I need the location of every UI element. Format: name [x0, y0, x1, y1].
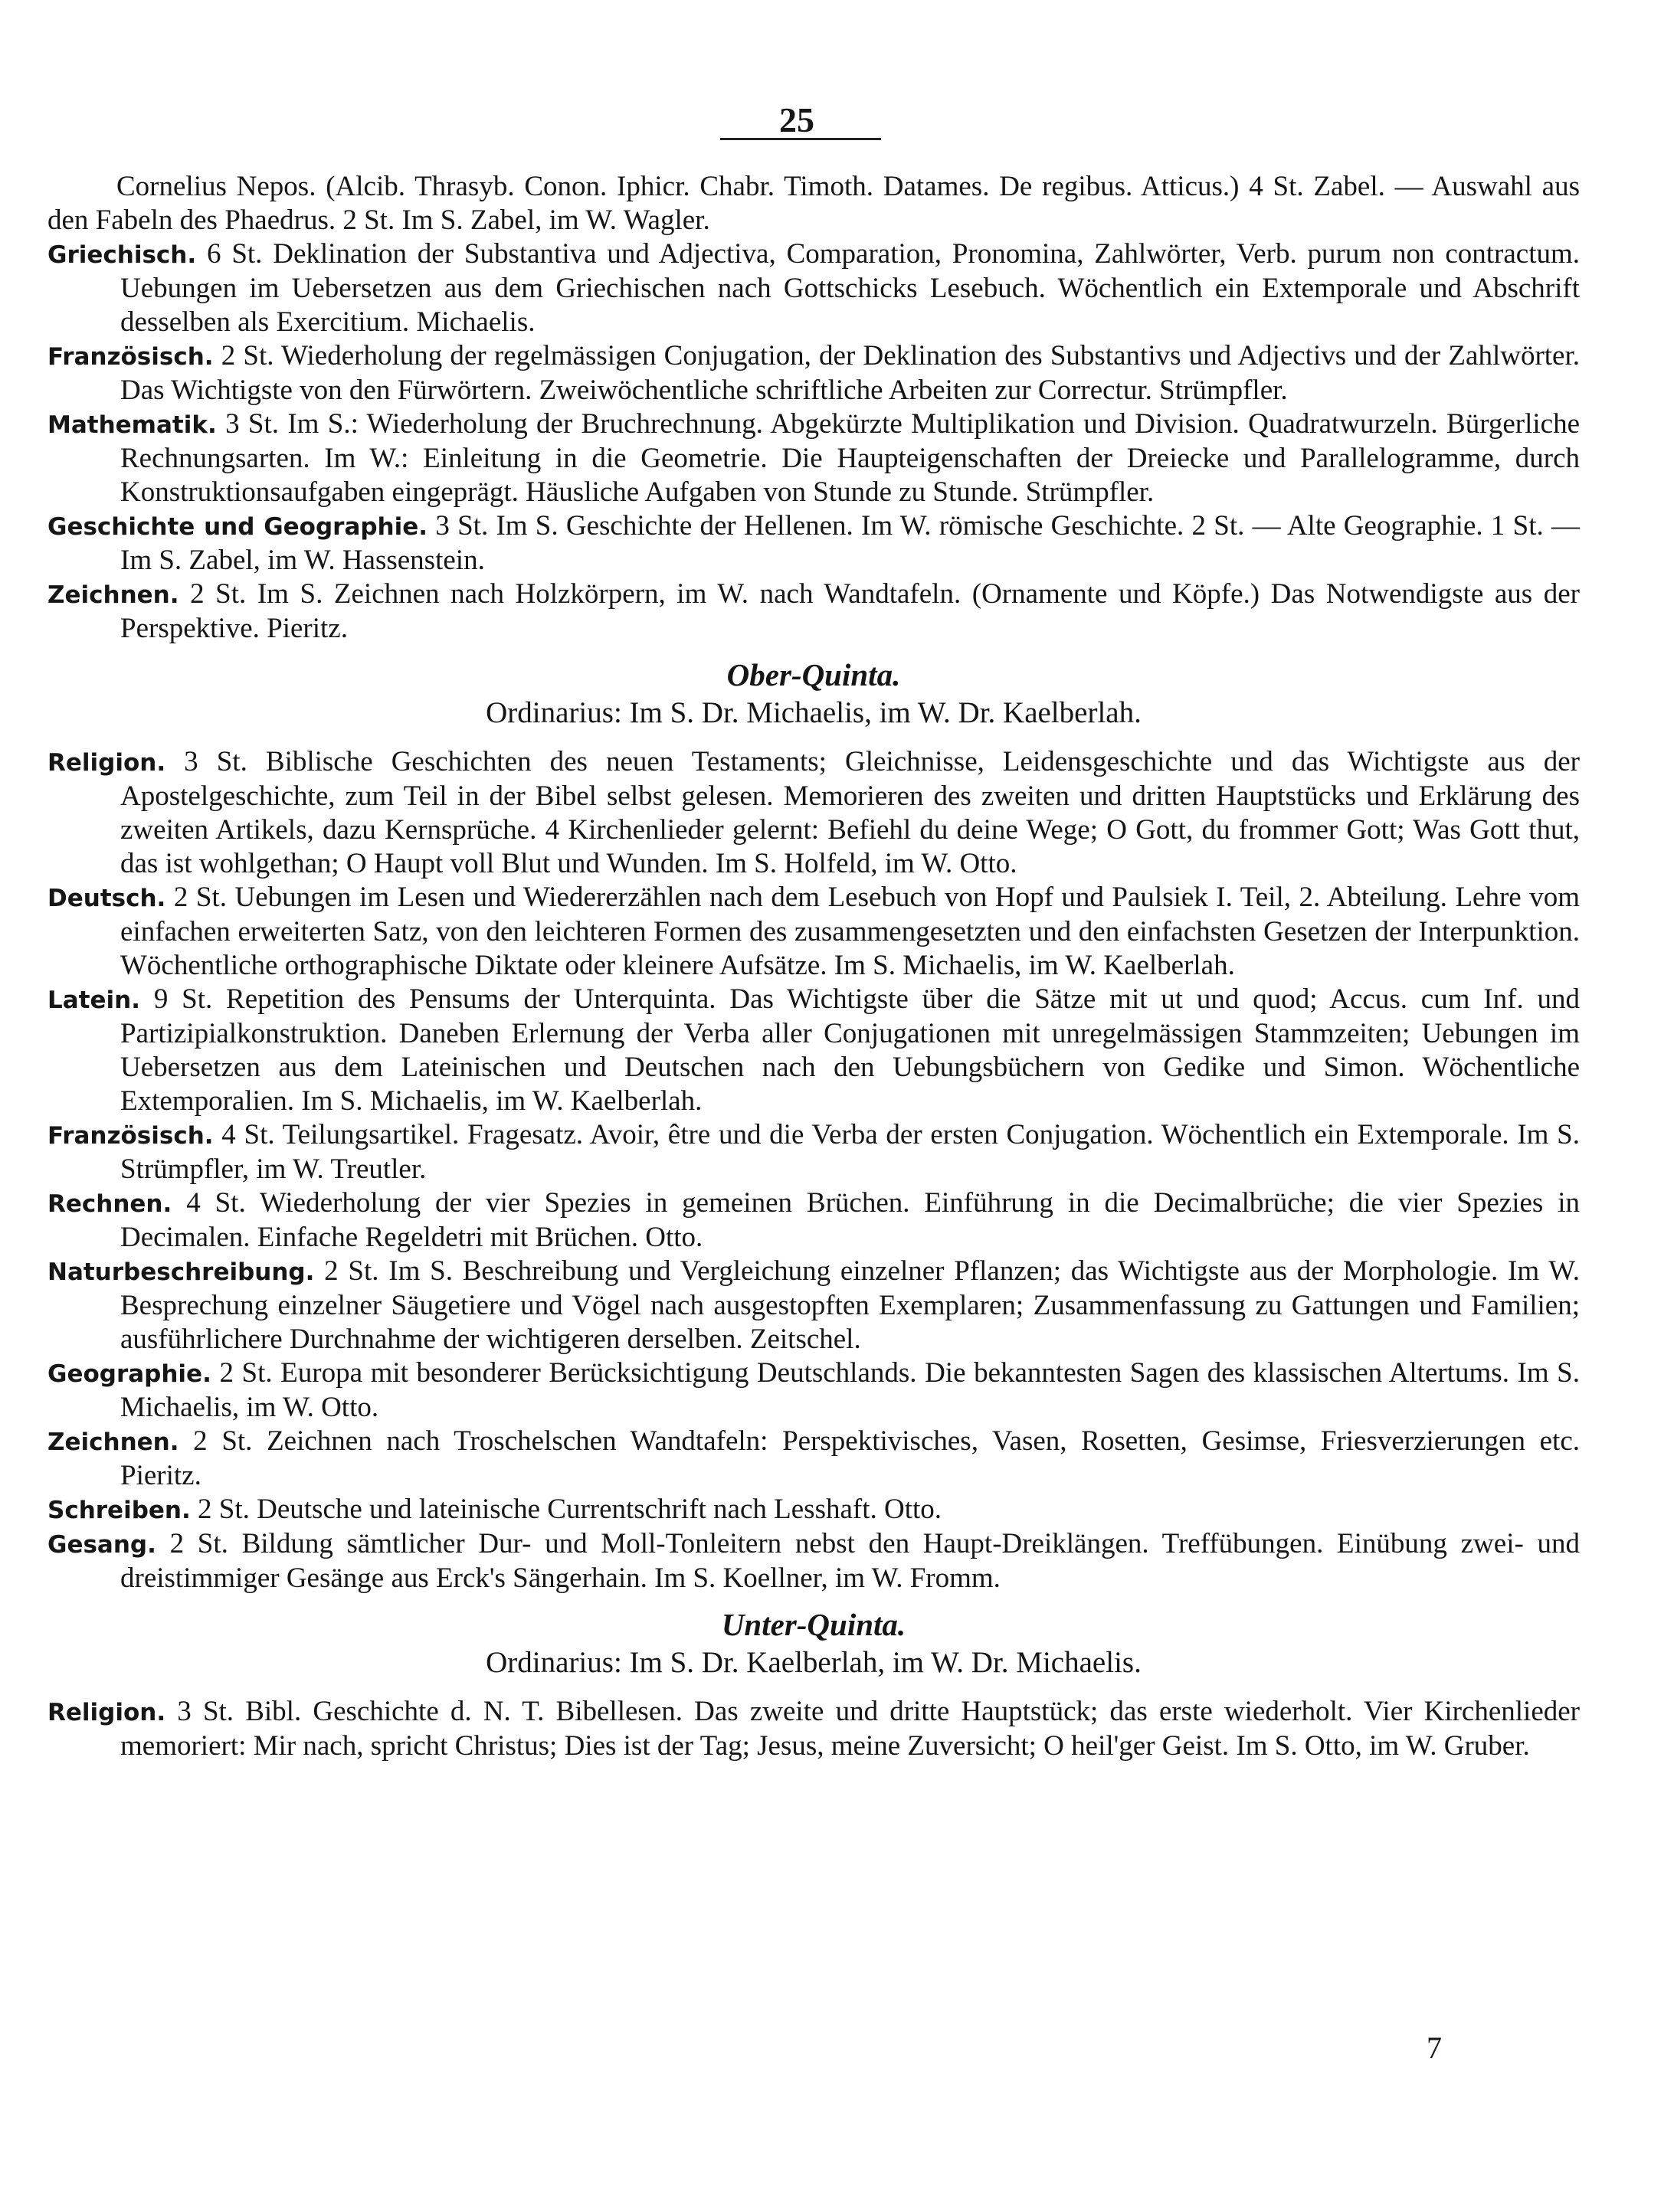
subject-label: Naturbeschreibung.	[48, 1258, 315, 1286]
subject-text: 2 St. Deutsche und lateinische Currentschrift nach Lesshaft. Otto.	[198, 1494, 942, 1525]
section-title-unter-quinta: Unter-Quinta.	[721, 1607, 906, 1642]
subject-entry	[48, 983, 1580, 1118]
subject-entry	[48, 1695, 1580, 1763]
subject-text: 3 St. Im S. Geschichte der Hellenen. Im W. römische Geschichte. 2 St. — Alte Geographie. 1 St. — Im S. Zabel, im W. Hassenstein.	[120, 510, 1580, 576]
page-content	[48, 170, 1580, 1763]
subject-entry	[48, 745, 1580, 881]
subject-entry	[48, 237, 1580, 339]
subject-entry	[48, 1186, 1580, 1255]
subject-entry	[48, 1255, 1580, 1356]
subject-label: Zeichnen.	[48, 581, 179, 609]
subject-entry	[48, 1118, 1580, 1186]
subject-text: 2 St. Im S. Beschreibung und Vergleichung einzelner Pflanzen; das Wichtigste aus der Morphologie. Im W. Besprechung einzelner Säugetiere und Vögel nach ausgestopften Exemplaren; Zusammenfassung zu Gattungen und Familien; ausführlichere Durchnahme der wichtigeren derselben. Zeitschel.	[120, 1255, 1581, 1355]
subject-entry	[48, 1425, 1580, 1493]
subject-label: Religion.	[48, 749, 166, 777]
subject-label: Geschichte und Geographie.	[48, 513, 428, 541]
subject-text: 6 St. Deklination der Substantiva und Adjectiva, Comparation, Pronomina, Zahlwörter, Verb. purum non contractum. Uebungen im Uebersetzen aus dem Griechischen nach Gottschicks Lesebuch. Wöchentlich ein Extemporale und Abschrift desselben als Exercitium. Michaelis.	[120, 238, 1581, 338]
subject-label: Latein.	[48, 987, 140, 1014]
subject-entry	[48, 881, 1580, 983]
section-title-ober-quinta: Ober-Quinta.	[726, 657, 901, 692]
subject-label: Französisch.	[48, 1122, 214, 1150]
sheet-signature-number: 7	[1427, 2030, 1442, 2065]
page-number-rule	[720, 138, 881, 140]
continuation-text: Cornelius Nepos. (Alcib. Thrasyb. Conon. Iphicr. Chabr. Timoth. Datames. De regibus. Atticus.) 4 St. Zabel. — Auswahl aus den Fabeln des Phaedrus. 2 St. Im S. Zabel, im W. Wagler.	[48, 171, 1580, 236]
ordinarius-unter-quinta: Ordinarius: Im S. Dr. Kaelberlah, im W. Dr. Michaelis.	[486, 1646, 1142, 1679]
subject-text: 3 St. Biblische Geschichten des neuen Testaments; Gleichnisse, Leidensgeschichte und das Wichtigste aus der Apostelgeschichte, zum Teil in der Bibel selbst gelesen. Memorieren des zweiten und dritten Hauptstücks und Erklärung des zweiten Artikels, dazu Kernsprüche. 4 Kirchenlieder gelernt: Befiehl du deine Wege; O Gott, du frommer Gott; Was Gott thut, das ist wohlgethan; O Haupt voll Blut und Wunden. Im S. Holfeld, im W. Otto.	[120, 746, 1581, 879]
subject-label: Geographie.	[48, 1360, 211, 1388]
subject-label: Deutsch.	[48, 885, 166, 912]
subject-label: Mathematik.	[48, 411, 217, 439]
subject-entry	[48, 1356, 1580, 1425]
subject-label: Französisch.	[48, 343, 214, 371]
subject-label: Zeichnen.	[48, 1428, 179, 1456]
subject-entry	[48, 1527, 1580, 1595]
subject-entry	[48, 1493, 1580, 1527]
subject-text: 2 St. Zeichnen nach Troschelschen Wandtafeln: Perspektivisches, Vasen, Rosetten, Gesimse, Friesverzierungen etc. Pieritz.	[120, 1425, 1581, 1491]
subject-text: 4 St. Wiederholung der vier Spezies in gemeinen Brüchen. Einführung in die Decimalbrüche; die vier Spezies in Decimalen. Einfache Regeldetri mit Brüchen. Otto.	[120, 1187, 1581, 1253]
subject-text: 9 St. Repetition des Pensums der Unterquinta. Das Wichtigste über die Sätze mit ut und quod; Accus. cum Inf. und Partizipialkonstruktion. Daneben Erlernung der Verba aller Conjugationen mit unregelmässigen Stammzeiten; Uebungen im Uebersetzen aus dem Lateinischen und Deutschen nach den Uebungsbüchern von Gedike und Simon. Wöchentliche Extemporalien. Im S. Michaelis, im W. Kaelberlah.	[120, 983, 1581, 1117]
subject-label: Griechisch.	[48, 241, 197, 269]
subject-label: Religion.	[48, 1699, 166, 1726]
subject-entry	[48, 407, 1580, 509]
subject-text: 3 St. Im S.: Wiederholung der Bruchrechnung. Abgekürzte Multiplikation und Division. Quadratwurzeln. Bürgerliche Rechnungsarten. Im W.: Einleitung in die Geometrie. Die Haupteigenschaften der Dreiecke und Parallelogramme, durch Konstruktionsaufgaben eingeprägt. Häusliche Aufgaben von Stunde zu Stunde. Strümpfler.	[120, 408, 1580, 508]
subject-entry	[48, 578, 1580, 646]
subject-label: Schreiben.	[48, 1497, 191, 1524]
continuation-paragraph	[48, 170, 1580, 237]
ordinarius-ober-quinta: Ordinarius: Im S. Dr. Michaelis, im W. Dr. Kaelberlah.	[486, 696, 1142, 729]
subject-text: 2 St. Im S. Zeichnen nach Holzkörpern, im W. nach Wandtafeln. (Ornamente und Köpfe.) Das Notwendigste aus der Perspektive. Pieritz.	[120, 578, 1581, 644]
page-number: 25	[779, 100, 814, 139]
subject-label: Gesang.	[48, 1531, 156, 1559]
subject-text: 2 St. Wiederholung der regelmässigen Conjugation, der Deklination des Substantivs und Adjectivs und der Zahlwörter. Das Wichtigste von den Fürwörtern. Zweiwöchentliche schriftliche Arbeiten zur Correctur. Strümpfler.	[120, 340, 1581, 406]
subject-text: 3 St. Bibl. Geschichte d. N. T. Bibellesen. Das zweite und dritte Hauptstück; das erste wiederholt. Vier Kirchenlieder memoriert: Mir nach, spricht Christus; Dies ist der Tag; Jesus, meine Zuversicht; O heil'ger Geist. Im S. Otto, im W. Gruber.	[120, 1696, 1581, 1762]
subject-text: 2 St. Bildung sämtlicher Dur- und Moll-Tonleitern nebst den Haupt-Dreiklängen. Treffübungen. Einübung zwei- und dreistimmiger Gesänge aus Erck's Sängerhain. Im S. Koellner, im W. Fromm.	[120, 1528, 1580, 1594]
subject-entry	[48, 509, 1580, 578]
subject-text: 2 St. Uebungen im Lesen und Wiedererzählen nach dem Lesebuch von Hopf und Paulsiek I. Teil, 2. Abteilung. Lehre vom einfachen erweiterten Satz, von den leichteren Formen des zusammengesetzten und den einfachsten Gesetzen der Interpunktion. Wöchentliche orthographische Diktate oder kleinere Aufsätze. Im S. Michaelis, im W. Kaelberlah.	[120, 882, 1580, 981]
subject-label: Rechnen.	[48, 1190, 172, 1218]
subject-text: 4 St. Teilungsartikel. Fragesatz. Avoir, être und die Verba der ersten Conjugation. Wöchentlich ein Extemporale. Im S. Strümpfler, im W. Treutler.	[120, 1119, 1580, 1185]
subject-text: 2 St. Europa mit besonderer Berücksichtigung Deutschlands. Die bekanntesten Sagen des klassischen Altertums. Im S. Michaelis, im W. Otto.	[120, 1357, 1580, 1423]
subject-entry	[48, 339, 1580, 407]
